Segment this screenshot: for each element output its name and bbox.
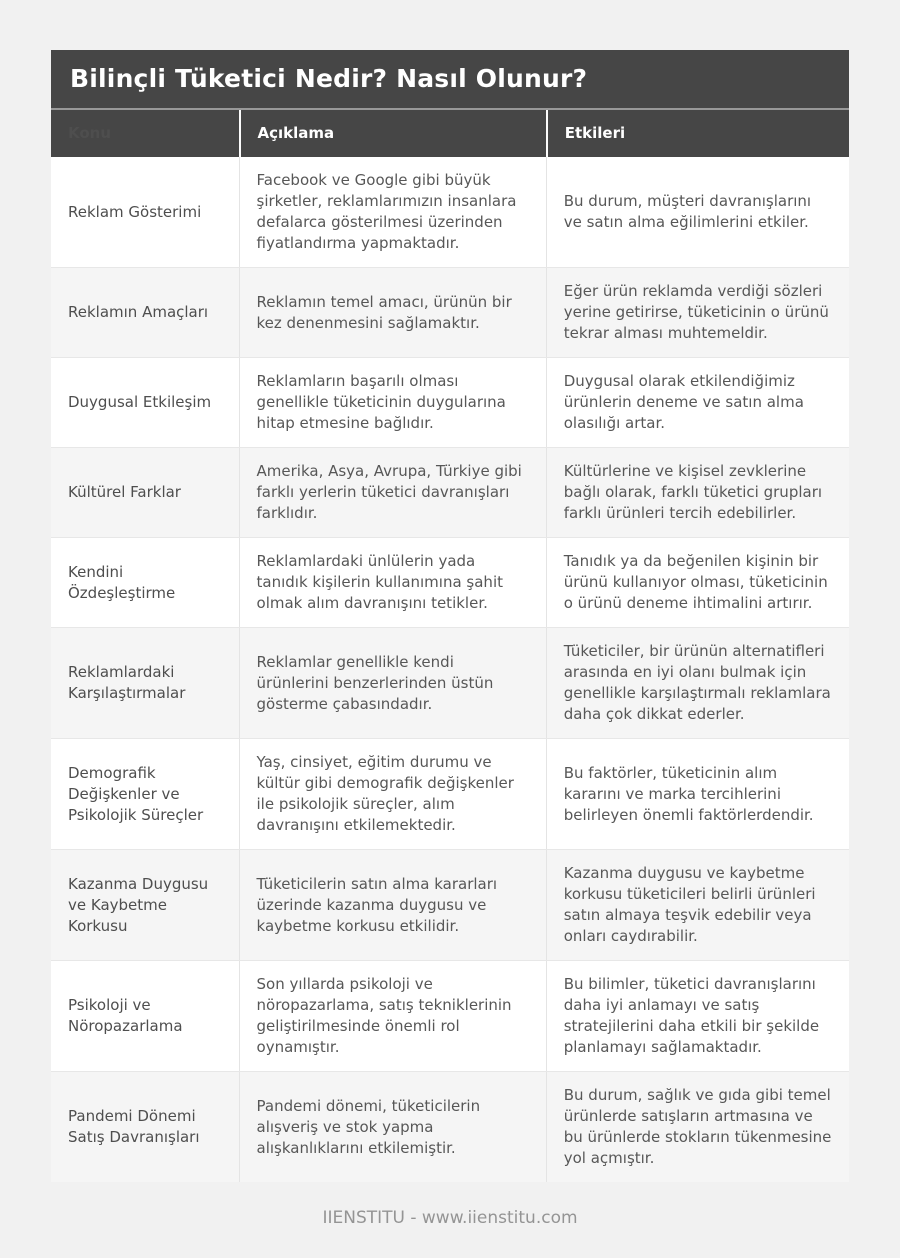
cell-description: Son yıllarda psikoloji ve nöropazarlama, satış tekniklerinin geliştirilmesinde önemli rol oynamıştır. xyxy=(239,961,546,1071)
table-row xyxy=(51,537,849,627)
table-row xyxy=(51,157,849,267)
table-body xyxy=(51,157,849,1182)
table-row xyxy=(51,357,849,447)
cell-topic: Psikoloji ve Nöropazarlama xyxy=(68,996,183,1035)
table-row xyxy=(51,447,849,537)
cell-effects: Kültürlerine ve kişisel zevklerine bağlı olarak, farklı tüketici grupları farklı ürünleri tercih edebilirler. xyxy=(546,448,849,537)
table-row xyxy=(51,627,849,738)
cell-effects: Bu durum, sağlık ve gıda gibi temel ürünlerde satışların artmasına ve bu ürünlerde stokların tükenmesine yol açmıştır. xyxy=(546,1072,849,1182)
cell-effects: Kazanma duygusu ve kaybetme korkusu tüketicileri belirli ürünleri satın almaya teşvik edebilir veya onları caydırabilir. xyxy=(546,850,849,960)
footer-text: IIENSTITU - www.iienstitu.com xyxy=(322,1208,578,1228)
table-row xyxy=(51,960,849,1071)
cell-effects: Eğer ürün reklamda verdiği sözleri yerine getirirse, tüketicinin o ürünü tekrar alması muhtemeldir. xyxy=(546,268,849,357)
page xyxy=(51,0,849,1258)
cell-effects: Duygusal olarak etkilendiğimiz ürünlerin deneme ve satın alma olasılığı artar. xyxy=(546,358,849,447)
table-row xyxy=(51,1071,849,1182)
cell-topic: Duygusal Etkileşim xyxy=(68,393,212,411)
page-title: Bilinçli Tüketici Nedir? Nasıl Olunur? xyxy=(51,50,849,108)
table-header-row xyxy=(51,108,849,157)
cell-topic: Kazanma Duygusu ve Kaybetme Korkusu xyxy=(68,874,209,935)
table-row xyxy=(51,849,849,960)
cell-description: Tüketicilerin satın alma kararları üzerinde kazanma duygusu ve kaybetme korkusu etkilidir. xyxy=(239,850,546,960)
cell-topic: Demografik Değişkenler ve Psikolojik Süreçler xyxy=(68,763,204,824)
cell-topic: Reklamlardaki Karşılaştırmalar xyxy=(68,663,186,702)
table-row xyxy=(51,738,849,849)
cell-description: Yaş, cinsiyet, eğitim durumu ve kültür gibi demografik değişkenler ile psikolojik süreçler, alım davranışını etkilemektedir. xyxy=(239,739,546,849)
cell-effects: Bu faktörler, tüketicinin alım kararını ve marka tercihlerini belirleyen önemli faktörlerdendir. xyxy=(546,739,849,849)
cell-effects: Tanıdık ya da beğenilen kişinin bir ürünü kullanıyor olması, tüketicinin o ürünü deneme ihtimalini artırır. xyxy=(546,538,849,627)
cell-description: Reklamların başarılı olması genellikle tüketicinin duygularına hitap etmesine bağlıdır. xyxy=(239,358,546,447)
cell-topic: Pandemi Dönemi Satış Davranışları xyxy=(68,1107,200,1146)
cell-topic: Kendini Özdeşleştirme xyxy=(68,562,176,602)
cell-topic: Kültürel Farklar xyxy=(68,483,181,501)
cell-effects: Tüketiciler, bir ürünün alternatifleri arasında en iyi olanı bulmak için genellikle karşılaştırmalı reklamlara daha çok dikkat ederler. xyxy=(546,628,849,738)
cell-description: Amerika, Asya, Avrupa, Türkiye gibi farklı yerlerin tüketici davranışları farklıdır. xyxy=(239,448,546,537)
cell-description: Reklamın temel amacı, ürünün bir kez denenmesini sağlamaktır. xyxy=(239,268,546,357)
column-header-aciklama: Açıklama xyxy=(239,110,546,157)
column-header-konu: Konu xyxy=(51,110,239,157)
cell-topic: Reklam Gösterimi xyxy=(68,202,202,221)
consumer-table xyxy=(51,108,849,1182)
cell-effects: Bu bilimler, tüketici davranışlarını daha iyi anlamayı ve satış stratejilerini daha etkili bir şekilde planlamayı sağlamaktadır. xyxy=(546,961,849,1071)
cell-description: Reklamlar genellikle kendi ürünlerini benzerlerinden üstün gösterme çabasındadır. xyxy=(239,628,546,738)
cell-topic: Reklamın Amaçları xyxy=(68,303,209,321)
cell-effects: Bu durum, müşteri davranışlarını ve satın alma eğilimlerini etkiler. xyxy=(546,157,849,267)
column-header-etkileri: Etkileri xyxy=(546,110,849,157)
table-row xyxy=(51,267,849,357)
cell-description: Pandemi dönemi, tüketicilerin alışveriş ve stok yapma alışkanlıklarını etkilemiştir. xyxy=(239,1072,546,1182)
cell-description: Reklamlardaki ünlülerin yada tanıdık kişilerin kullanımına şahit olmak alım davranışını tetikler. xyxy=(239,538,546,627)
cell-description: Facebook ve Google gibi büyük şirketler, reklamlarımızın insanlara defalarca gösterilmesi üzerinden fiyatlandırma yapmaktadır. xyxy=(239,157,546,267)
